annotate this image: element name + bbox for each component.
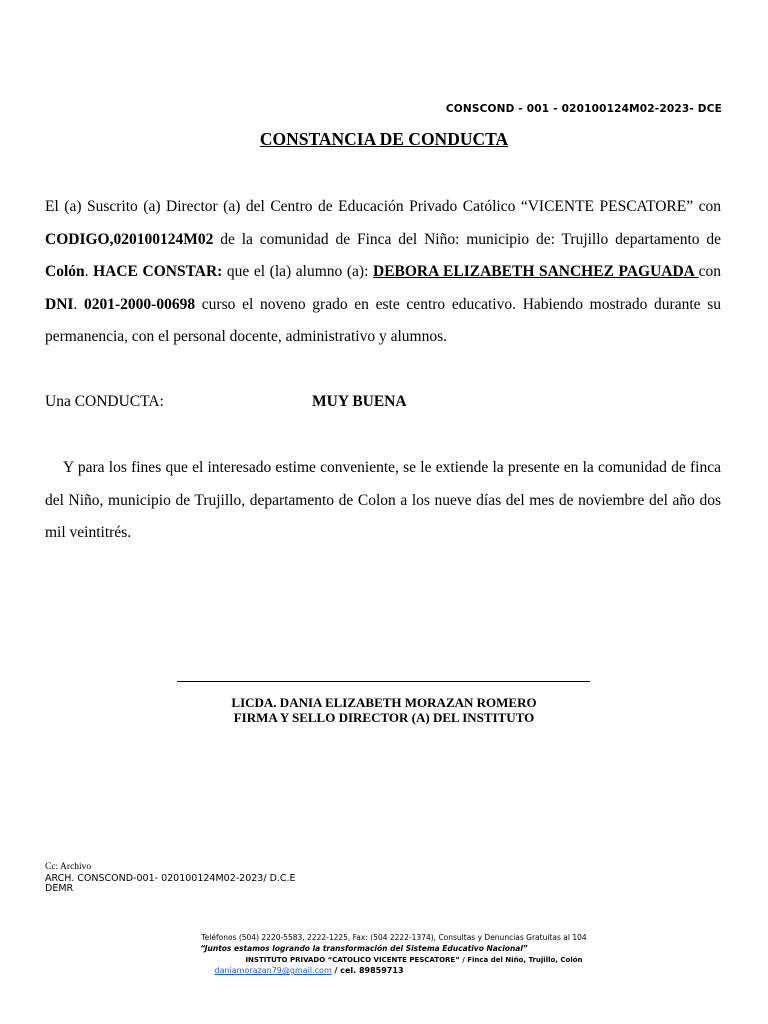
archive-reference: ARCH. CONSCOND-001- 020100124M02-2023/ D.C.E (45, 873, 296, 884)
paragraph-text: El (a) Suscrito (a) Director (a) del Centro de Educación Privado Católico “VICENTE PESCATORE” con (45, 198, 721, 215)
paragraph-text: . (73, 295, 85, 313)
paragraph-text: curso el noveno grado en este centro educativo. Habiendo mostrado durante su permanencia, con el personal docente, administrativo y alumnos. (45, 295, 722, 345)
author-initials: DEMR (45, 883, 74, 894)
footer-phones: Teléfonos (504) 2220-5583, 2222-1225, Fax: (504 2222-1374), Consultas y Denuncias Gratuitas al 104 (201, 933, 587, 942)
document-title: CONSTANCIA DE CONDUCTA (259, 129, 509, 149)
closing-paragraph: Y para los fines que el interesado estime conveniente, se le extiende la presente en la comunidad de finca del Niño, municipio de Trujillo, departamento de Colon a los nueve días del mes de noviembre del año dos mil veintitrés. (45, 459, 721, 541)
copy-to: Cc: Archivo (45, 862, 92, 872)
footer-cel: / cel. 89859713 (331, 966, 404, 975)
department-name: Colón (45, 263, 85, 280)
conduct-label: Una CONDUCTA: (45, 393, 164, 410)
certification-paragraph (45, 191, 721, 354)
signatory-role: FIRMA Y SELLO DIRECTOR (A) DEL INSTITUTO (233, 710, 535, 725)
document-reference: CONSCOND - 001 - 020100124M02-2023- DCE (445, 103, 722, 115)
footer-email-link[interactable]: daniamorazan79@gmail.com (214, 966, 332, 975)
conduct-line (45, 386, 721, 419)
school-code: CODIGO,020100124M02 (45, 230, 214, 248)
paragraph-text: . (84, 263, 94, 280)
student-name: DEBORA ELIZABETH SANCHEZ PAGUADA (373, 263, 699, 280)
footer-slogan: “Juntos estamos logrando la transformación del Sistema Educativo Nacional” (200, 944, 528, 953)
conduct-value: MUY BUENA (312, 393, 407, 410)
paragraph-text: de la comunidad de Finca del Niño: municipio de: Trujillo departamento de (213, 230, 721, 248)
signature-line (177, 681, 590, 682)
dni-number: 0201-2000-00698 (84, 295, 196, 313)
signatory-name: LICDA. DANIA ELIZABETH MORAZAN ROMERO (231, 695, 537, 710)
hace-constar-label: HACE CONSTAR: (93, 263, 223, 280)
footer-institute: INSTITUTO PRIVADO “CATOLICO VICENTE PESCATORE” / Finca del Niño, Trujillo, Colón (245, 956, 583, 964)
paragraph-text: con (698, 263, 721, 280)
paragraph-text: que el (la) alumno (a): (222, 263, 373, 280)
dni-label: DNI (45, 295, 74, 313)
footer-contact (0, 966, 693, 976)
